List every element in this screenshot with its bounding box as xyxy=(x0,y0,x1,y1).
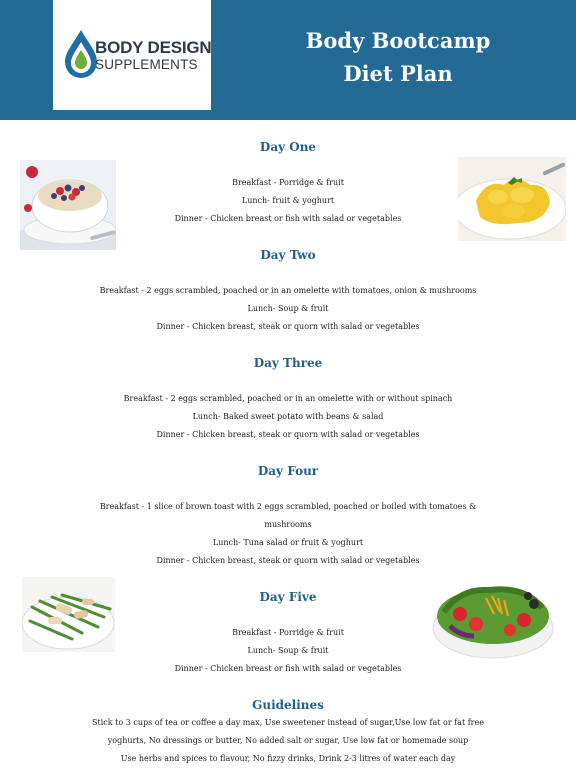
day-one-heading: Day One xyxy=(259,140,317,154)
logo-text-primary: BODY DESIGN xyxy=(95,38,212,57)
day-four-dinner: Dinner - Chicken breast, steak or quorn with salad or vegetables xyxy=(156,556,420,565)
day-five-lunch: Lunch- Soup & fruit xyxy=(247,646,329,655)
day-four-breakfast: Breakfast - 1 slice of brown toast with 2 eggs scrambled, poached or boiled with tomatoes & xyxy=(99,502,477,511)
day-four-lunch: Lunch- Tuna salad or fruit & yoghurt xyxy=(212,538,364,547)
page-title-line-2: Diet Plan xyxy=(343,61,453,86)
day-three-dinner: Dinner - Chicken breast, steak or quorn with salad or vegetables xyxy=(156,430,420,439)
day-one-lunch: Lunch- fruit & yoghurt xyxy=(241,196,335,205)
day-three-breakfast: Breakfast - 2 eggs scrambled, poached or in an omelette with or without spinach xyxy=(123,394,453,403)
page-title-line-1: Body Bootcamp xyxy=(305,28,491,53)
day-four-heading: Day Four xyxy=(257,464,319,478)
guidelines-line-3: Use herbs and spices to flavour, No fizzy drinks, Drink 2-3 litres of water each day xyxy=(120,754,456,763)
day-one-breakfast: Breakfast - Porridge & fruit xyxy=(232,178,344,187)
guidelines-line-1: Stick to 3 cups of tea or coffee a day max, Use sweetener instead of sugar,Use low fat or fat free xyxy=(92,718,484,727)
logo xyxy=(53,0,211,110)
day-three-lunch: Lunch- Baked sweet potato with beans & salad xyxy=(192,412,384,421)
day-five-heading: Day Five xyxy=(259,590,317,604)
day-one-dinner: Dinner - Chicken breast or fish with salad or vegetables xyxy=(174,214,402,223)
day-two-breakfast: Breakfast - 2 eggs scrambled, poached or in an omelette with tomatoes, onion & mushrooms xyxy=(99,286,477,295)
header-banner xyxy=(0,0,576,120)
guidelines-line-2: yoghurts, No dressings or butter, No added salt or sugar, Use low fat or homemade soup xyxy=(107,736,469,745)
guidelines-heading: Guidelines xyxy=(252,698,324,712)
day-three-heading: Day Three xyxy=(253,356,323,370)
logo-text-secondary: SUPPLEMENTS xyxy=(95,57,198,72)
day-two-dinner: Dinner - Chicken breast, steak or quorn with salad or vegetables xyxy=(156,322,420,331)
day-four-breakfast-cont: mushrooms xyxy=(264,520,312,529)
day-five-dinner: Dinner - Chicken breast or fish with salad or vegetables xyxy=(174,664,402,673)
day-two-lunch: Lunch- Soup & fruit xyxy=(247,304,329,313)
day-two-heading: Day Two xyxy=(260,248,316,262)
day-five-breakfast: Breakfast - Porridge & fruit xyxy=(232,628,344,637)
